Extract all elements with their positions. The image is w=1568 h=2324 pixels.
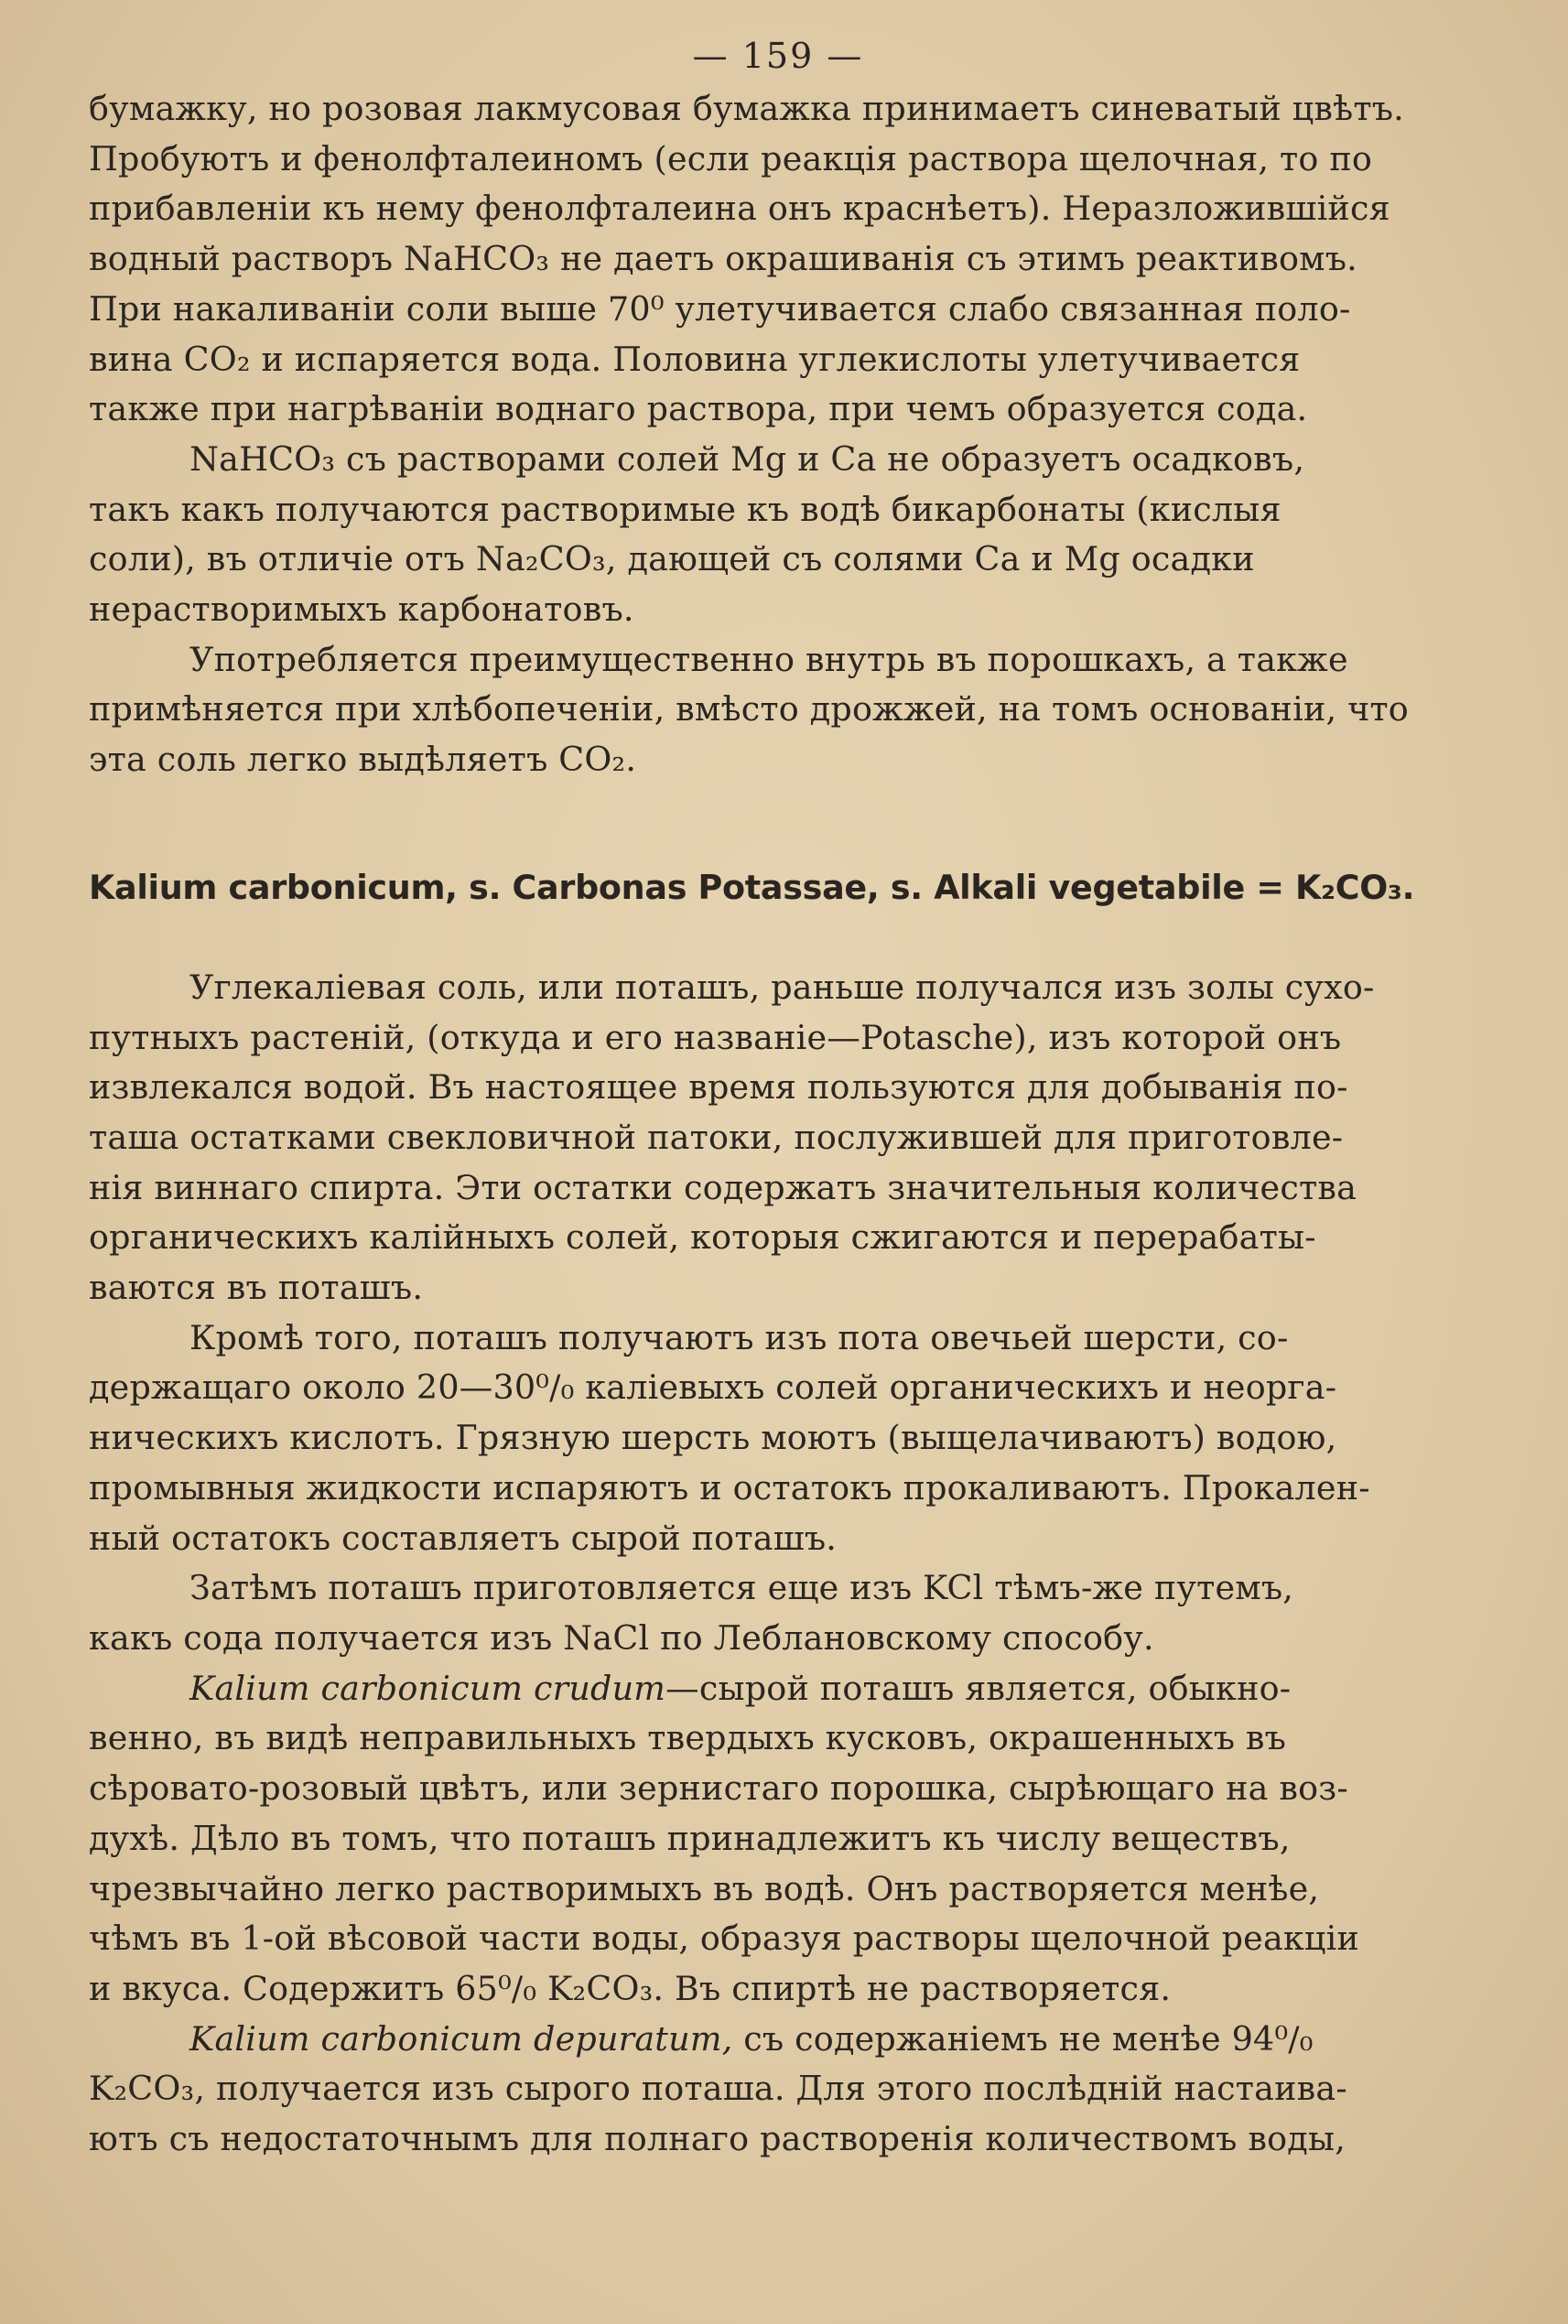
paragraph-reagents — [89, 84, 1467, 435]
text-line: путныхъ растеній, (откуда и его названіе—Potasche), изъ которой онъ — [89, 1017, 1342, 1057]
text-line: соли), въ отличіе отъ Na₂CO₃, дающей съ солями Ca и Mg осадки — [89, 539, 1255, 579]
latin-term: Kalium carbonicum crudum — [189, 1668, 666, 1708]
text-line: нія виннаго спирта. Эти остатки содержатъ значительныя количества — [89, 1167, 1357, 1207]
text-line: прибавленіи къ нему фенолфталеина онъ краснѣетъ). Неразложившійся — [89, 189, 1390, 229]
text-line: какъ сода получается изъ NaCl по Леблановскому способу. — [89, 1617, 1154, 1658]
text-line: духѣ. Дѣло въ томъ, что поташъ принадлежитъ къ числу веществъ, — [89, 1818, 1291, 1858]
text-line: ютъ съ недостаточнымъ для полнаго растворенія количествомъ воды, — [89, 2119, 1346, 2159]
text-line: бумажку, но розовая лакмусовая бумажка принимаетъ синеватый цвѣтъ. — [89, 89, 1404, 128]
text-line: держащаго около 20—30⁰/₀ каліевыхъ солей органическихъ и неорга- — [89, 1367, 1337, 1408]
text-line: Кромѣ того, поташъ получаютъ изъ пота овечьей шерсти, со- — [189, 1317, 1289, 1357]
text-line: органическихъ калійныхъ солей, которыя сжигаются и перерабаты- — [89, 1217, 1316, 1258]
text-line: ническихъ кислотъ. Грязную шерсть моютъ (выщелачиваютъ) водою, — [89, 1418, 1337, 1458]
paragraph-potash-origin — [89, 963, 1467, 1313]
text-line: и вкуса. Содержитъ 65⁰/₀ K₂CO₃. Въ спиртѣ не растворяется. — [89, 1968, 1172, 2008]
paragraph-kcl — [89, 1563, 1467, 1663]
text-line: вина CO₂ и испаряется вода. Половина углекислоты улетучивается — [89, 339, 1301, 379]
paragraph-crudum — [89, 1664, 1467, 2015]
text-line: Пробуютъ и фенолфталеиномъ (если реакція раствора щелочная, то по — [89, 138, 1373, 178]
text-line: Затѣмъ поташъ приготовляется еще изъ KCl тѣмъ-же путемъ, — [189, 1568, 1294, 1608]
text-line: —сырой поташъ является, обыкно- — [665, 1668, 1292, 1708]
page-content — [89, 27, 1467, 2165]
text-line: чѣмъ въ 1-ой вѣсовой части воды, образуя растворы щелочной реакціи — [89, 1919, 1359, 1959]
text-line: таша остатками свекловичной патоки, послужившей для приготовле- — [89, 1117, 1344, 1157]
text-line: примѣняется при хлѣбопеченіи, вмѣсто дрожжей, на томъ основаніи, что — [89, 689, 1409, 730]
text-line: водный растворъ NaHCO₃ не даетъ окрашиванія съ этимъ реактивомъ. — [89, 239, 1357, 279]
paragraph-salts — [89, 435, 1467, 635]
text-line: извлекался водой. Въ настоящее время пользуются для добыванія по- — [89, 1067, 1348, 1108]
text-line: сѣровато-розовый цвѣтъ, или зернистаго порошка, сырѣющаго на воз- — [89, 1768, 1348, 1809]
text-line: такъ какъ получаются растворимые къ водѣ бикарбонаты (кислыя — [89, 489, 1281, 529]
text-line: съ содержаніемъ не менѣе 94⁰/₀ — [732, 2018, 1314, 2059]
text-line: При накаливаніи соли выше 70⁰ улетучивается слабо связанная поло- — [89, 288, 1351, 329]
text-line: Употребляется преимущественно внутрь въ порошкахъ, а также — [189, 639, 1348, 679]
text-line: ваются въ поташъ. — [89, 1268, 424, 1308]
paragraph-depuratum — [89, 2015, 1467, 2165]
text-line: промывныя жидкости испаряютъ и остатокъ прокаливаютъ. Прокален- — [89, 1467, 1370, 1508]
page-number: — 159 — — [692, 36, 864, 76]
text-line: венно, въ видѣ неправильныхъ твердыхъ кусковъ, окрашенныхъ въ — [89, 1718, 1287, 1758]
text-line: NaHCO₃ съ растворами солей Mg и Ca не образуетъ осадковъ, — [189, 438, 1305, 479]
latin-term: Kalium carbonicum depuratum, — [189, 2018, 733, 2059]
text-line: K₂CO₃, получается изъ сырого поташа. Для этого послѣдній настаива- — [89, 2069, 1347, 2109]
text-line: ный остатокъ составляетъ сырой поташъ. — [89, 1518, 838, 1558]
text-line: нерастворимыхъ карбонатовъ. — [89, 589, 634, 630]
paragraph-wool — [89, 1313, 1467, 1564]
paragraph-usage — [89, 635, 1467, 785]
text-line: также при нагрѣваніи воднаго раствора, при чемъ образуется сода. — [89, 389, 1308, 429]
section-heading: Kalium carbonicum, s. Carbonas Potassae, s. Alkali vegetabile = K₂CO₃. — [89, 867, 1415, 907]
text-line: чрезвычайно легко растворимыхъ въ водѣ. Онъ растворяется менѣе, — [89, 1868, 1320, 1908]
text-line: Углекаліевая соль, или поташъ, раньше получался изъ золы сухо- — [189, 967, 1375, 1007]
text-line: эта соль легко выдѣляетъ CO₂. — [89, 740, 637, 780]
